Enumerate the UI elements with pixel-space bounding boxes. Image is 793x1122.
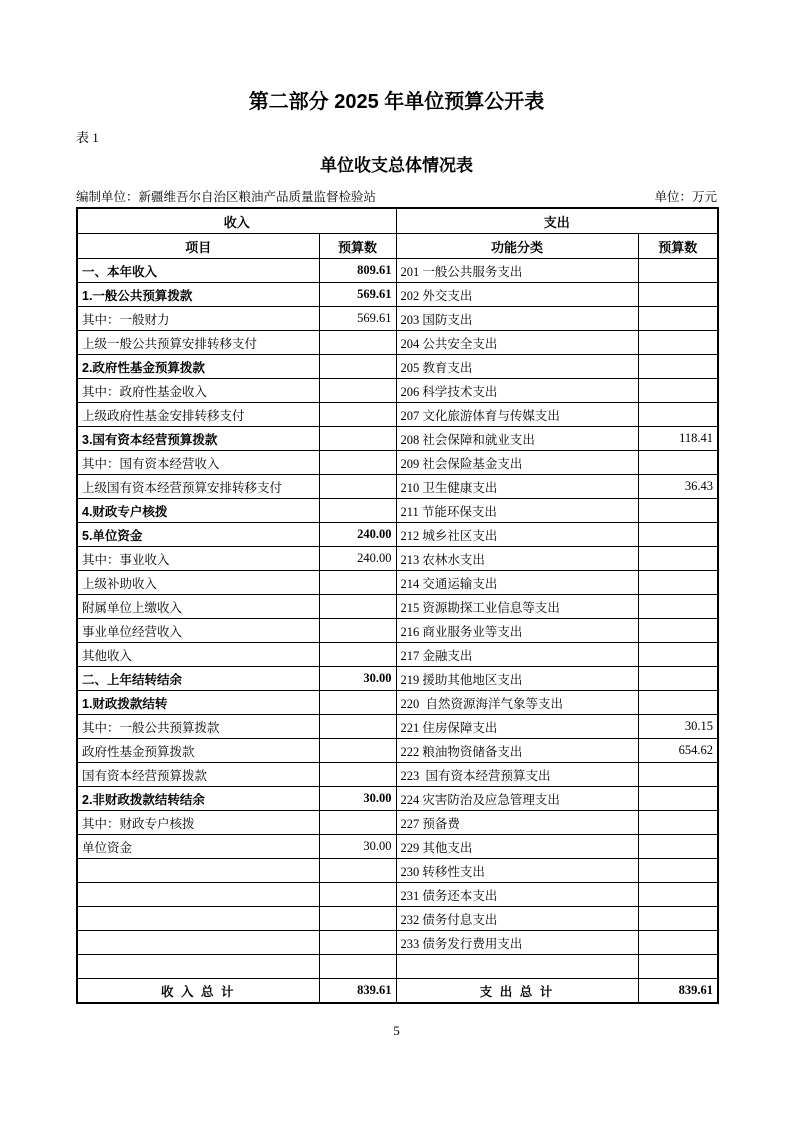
expense-function-cell: 204 公共安全支出: [396, 331, 638, 355]
income-item-cell: 其中：国有资本经营收入: [77, 451, 319, 475]
expense-budget-cell: [638, 403, 718, 427]
expense-budget-cell: [638, 811, 718, 835]
income-item-cell: 其中：一般公共预算拨款: [77, 715, 319, 739]
expense-budget-cell: [638, 691, 718, 715]
income-item-cell: [77, 883, 319, 907]
income-group-header: 收入: [77, 208, 396, 234]
expense-budget-cell: [638, 379, 718, 403]
income-item-cell: 上级国有资本经营预算安排转移支付: [77, 475, 319, 499]
table-row: [77, 259, 718, 283]
total-row: [77, 979, 718, 1004]
expense-budget-cell: [638, 331, 718, 355]
expense-function-cell: 212 城乡社区支出: [396, 523, 638, 547]
expense-function-cell: 219 援助其他地区支出: [396, 667, 638, 691]
expense-budget-cell: [638, 787, 718, 811]
expense-budget-cell: 36.43: [638, 475, 718, 499]
expense-budget-cell: [638, 523, 718, 547]
expense-function-cell: 231 债务还本支出: [396, 883, 638, 907]
income-item-cell: [77, 931, 319, 955]
expense-budget-cell: [638, 643, 718, 667]
income-budget-cell: [319, 883, 396, 907]
income-budget-cell: [319, 427, 396, 451]
table-row: [77, 907, 718, 931]
income-total-label: 收 入 总 计: [77, 979, 319, 1004]
income-item-cell: 上级一般公共预算安排转移支付: [77, 331, 319, 355]
income-budget-cell: [319, 931, 396, 955]
income-budget-cell: [319, 451, 396, 475]
column-header-row: [77, 234, 718, 259]
income-budget-cell: [319, 355, 396, 379]
income-item-cell: 4.财政专户核拨: [77, 499, 319, 523]
income-item-cell: [77, 907, 319, 931]
income-item-cell: 其中：财政专户核拨: [77, 811, 319, 835]
income-item-cell: 上级补助收入: [77, 571, 319, 595]
table-row: [77, 451, 718, 475]
expense-function-cell: 206 科学技术支出: [396, 379, 638, 403]
table-row: [77, 835, 718, 859]
income-budget-cell: 240.00: [319, 523, 396, 547]
expense-function-cell: 216 商业服务业等支出: [396, 619, 638, 643]
table-row: [77, 787, 718, 811]
expense-function-cell: 214 交通运输支出: [396, 571, 638, 595]
income-budget-cell: [319, 499, 396, 523]
income-item-cell: 1.财政拨款结转: [77, 691, 319, 715]
table-row: [77, 571, 718, 595]
income-item-cell: 二、上年结转结余: [77, 667, 319, 691]
expense-function-cell: 222 粮油物资储备支出: [396, 739, 638, 763]
expense-function-cell: 205 教育支出: [396, 355, 638, 379]
expense-budget-cell: [638, 307, 718, 331]
expense-function-cell: 230 转移性支出: [396, 859, 638, 883]
expense-function-cell: 203 国防支出: [396, 307, 638, 331]
expense-budget-cell: [638, 451, 718, 475]
expense-function-cell: 217 金融支出: [396, 643, 638, 667]
expense-budget-cell: [638, 667, 718, 691]
col-header-function: 功能分类: [396, 234, 638, 259]
expense-function-cell: 211 节能环保支出: [396, 499, 638, 523]
income-budget-cell: [319, 379, 396, 403]
expense-function-cell: 213 农林水支出: [396, 547, 638, 571]
col-header-budget-2: 预算数: [638, 234, 718, 259]
expense-budget-cell: [638, 931, 718, 955]
meta-row: [76, 187, 717, 205]
income-budget-cell: 809.61: [319, 259, 396, 283]
group-header-row: [77, 208, 718, 234]
expense-function-cell: 208 社会保障和就业支出: [396, 427, 638, 451]
page-title: 第二部分 2025 年单位预算公开表: [248, 91, 545, 113]
income-budget-cell: 569.61: [319, 283, 396, 307]
table-row: [77, 619, 718, 643]
expense-function-cell: 233 债务发行费用支出: [396, 931, 638, 955]
income-item-cell: 2.非财政拨款结转结余: [77, 787, 319, 811]
income-budget-cell: 30.00: [319, 835, 396, 859]
table-row: [77, 499, 718, 523]
income-item-cell: 事业单位经营收入: [77, 619, 319, 643]
table-row: [77, 955, 718, 979]
col-header-item: 项目: [77, 234, 319, 259]
budget-table: [76, 207, 719, 1004]
table-row: [77, 427, 718, 451]
income-budget-cell: [319, 715, 396, 739]
expense-budget-cell: [638, 595, 718, 619]
expense-budget-cell: 30.15: [638, 715, 718, 739]
income-item-cell: 上级政府性基金安排转移支付: [77, 403, 319, 427]
col-header-budget: 预算数: [319, 234, 396, 259]
income-budget-cell: 30.00: [319, 667, 396, 691]
expense-budget-cell: [638, 283, 718, 307]
income-budget-cell: 30.00: [319, 787, 396, 811]
income-budget-cell: [319, 739, 396, 763]
income-budget-cell: [319, 643, 396, 667]
expense-function-cell: 221 住房保障支出: [396, 715, 638, 739]
table-row: [77, 715, 718, 739]
income-item-cell: [77, 859, 319, 883]
table-row: [77, 523, 718, 547]
income-item-cell: 5.单位资金: [77, 523, 319, 547]
expense-function-cell: 201 一般公共服务支出: [396, 259, 638, 283]
expense-budget-cell: [638, 619, 718, 643]
expense-budget-cell: [638, 499, 718, 523]
income-item-cell: 3.国有资本经营预算拨款: [77, 427, 319, 451]
table-row: [77, 739, 718, 763]
expense-budget-cell: [638, 883, 718, 907]
income-budget-cell: [319, 811, 396, 835]
table-row: [77, 283, 718, 307]
expense-budget-cell: [638, 547, 718, 571]
expense-function-cell: 232 债务付息支出: [396, 907, 638, 931]
income-item-cell: 附属单位上缴收入: [77, 595, 319, 619]
table-row: [77, 883, 718, 907]
table-row: [77, 595, 718, 619]
expense-function-cell: 209 社会保险基金支出: [396, 451, 638, 475]
expenditure-group-header: 支出: [396, 208, 718, 234]
income-item-cell: 单位资金: [77, 835, 319, 859]
expense-budget-cell: [638, 907, 718, 931]
income-item-cell: 一、本年收入: [77, 259, 319, 283]
expense-budget-cell: [638, 955, 718, 979]
table-row: [77, 331, 718, 355]
income-budget-cell: 240.00: [319, 547, 396, 571]
income-budget-cell: [319, 859, 396, 883]
income-budget-cell: [319, 403, 396, 427]
table-row: [77, 691, 718, 715]
expense-function-cell: [396, 955, 638, 979]
expense-budget-cell: 118.41: [638, 427, 718, 451]
income-item-cell: 2.政府性基金预算拨款: [77, 355, 319, 379]
table-row: [77, 355, 718, 379]
expense-budget-cell: [638, 763, 718, 787]
unit-label: 单位：万元: [654, 190, 717, 204]
income-item-cell: 其中：一般财力: [77, 307, 319, 331]
prepared-by-label: 编制单位：新疆维吾尔自治区粮油产品质量监督检验站: [76, 190, 377, 204]
table-row: [77, 811, 718, 835]
table-row: [77, 547, 718, 571]
table-label: 表 1: [76, 130, 99, 145]
income-budget-cell: [319, 907, 396, 931]
income-total-value: 839.61: [319, 979, 396, 1004]
report-title: 单位收支总体情况表: [320, 156, 473, 175]
income-budget-cell: [319, 691, 396, 715]
expense-budget-cell: [638, 355, 718, 379]
expense-budget-cell: [638, 859, 718, 883]
table-row: [77, 643, 718, 667]
income-budget-cell: [319, 475, 396, 499]
expense-budget-cell: 654.62: [638, 739, 718, 763]
expense-function-cell: 207 文化旅游体育与传媒支出: [396, 403, 638, 427]
table-row: [77, 859, 718, 883]
income-item-cell: 1.一般公共预算拨款: [77, 283, 319, 307]
expense-budget-cell: [638, 571, 718, 595]
income-item-cell: 其他收入: [77, 643, 319, 667]
table-row: [77, 931, 718, 955]
income-item-cell: 其中：政府性基金收入: [77, 379, 319, 403]
income-budget-cell: [319, 571, 396, 595]
expense-function-cell: 224 灾害防治及应急管理支出: [396, 787, 638, 811]
table-row: [77, 667, 718, 691]
table-row: [77, 403, 718, 427]
page-number: 5: [393, 1023, 400, 1038]
table-row: [77, 763, 718, 787]
income-item-cell: 国有资本经营预算拨款: [77, 763, 319, 787]
expense-function-cell: 220 自然资源海洋气象等支出: [396, 691, 638, 715]
expense-function-cell: 215 资源勘探工业信息等支出: [396, 595, 638, 619]
table-row: [77, 475, 718, 499]
expense-function-cell: 210 卫生健康支出: [396, 475, 638, 499]
table-row: [77, 379, 718, 403]
income-budget-cell: [319, 595, 396, 619]
income-budget-cell: [319, 955, 396, 979]
expense-budget-cell: [638, 835, 718, 859]
expense-function-cell: 229 其他支出: [396, 835, 638, 859]
expense-function-cell: 202 外交支出: [396, 283, 638, 307]
income-item-cell: [77, 955, 319, 979]
income-budget-cell: [319, 331, 396, 355]
income-budget-cell: 569.61: [319, 307, 396, 331]
table-row: [77, 307, 718, 331]
income-budget-cell: [319, 763, 396, 787]
expense-budget-cell: [638, 259, 718, 283]
expense-function-cell: 223 国有资本经营预算支出: [396, 763, 638, 787]
income-budget-cell: [319, 619, 396, 643]
expense-total-value: 839.61: [638, 979, 718, 1004]
income-item-cell: 政府性基金预算拨款: [77, 739, 319, 763]
expense-function-cell: 227 预备费: [396, 811, 638, 835]
expense-total-label: 支 出 总 计: [396, 979, 638, 1004]
income-item-cell: 其中：事业收入: [77, 547, 319, 571]
